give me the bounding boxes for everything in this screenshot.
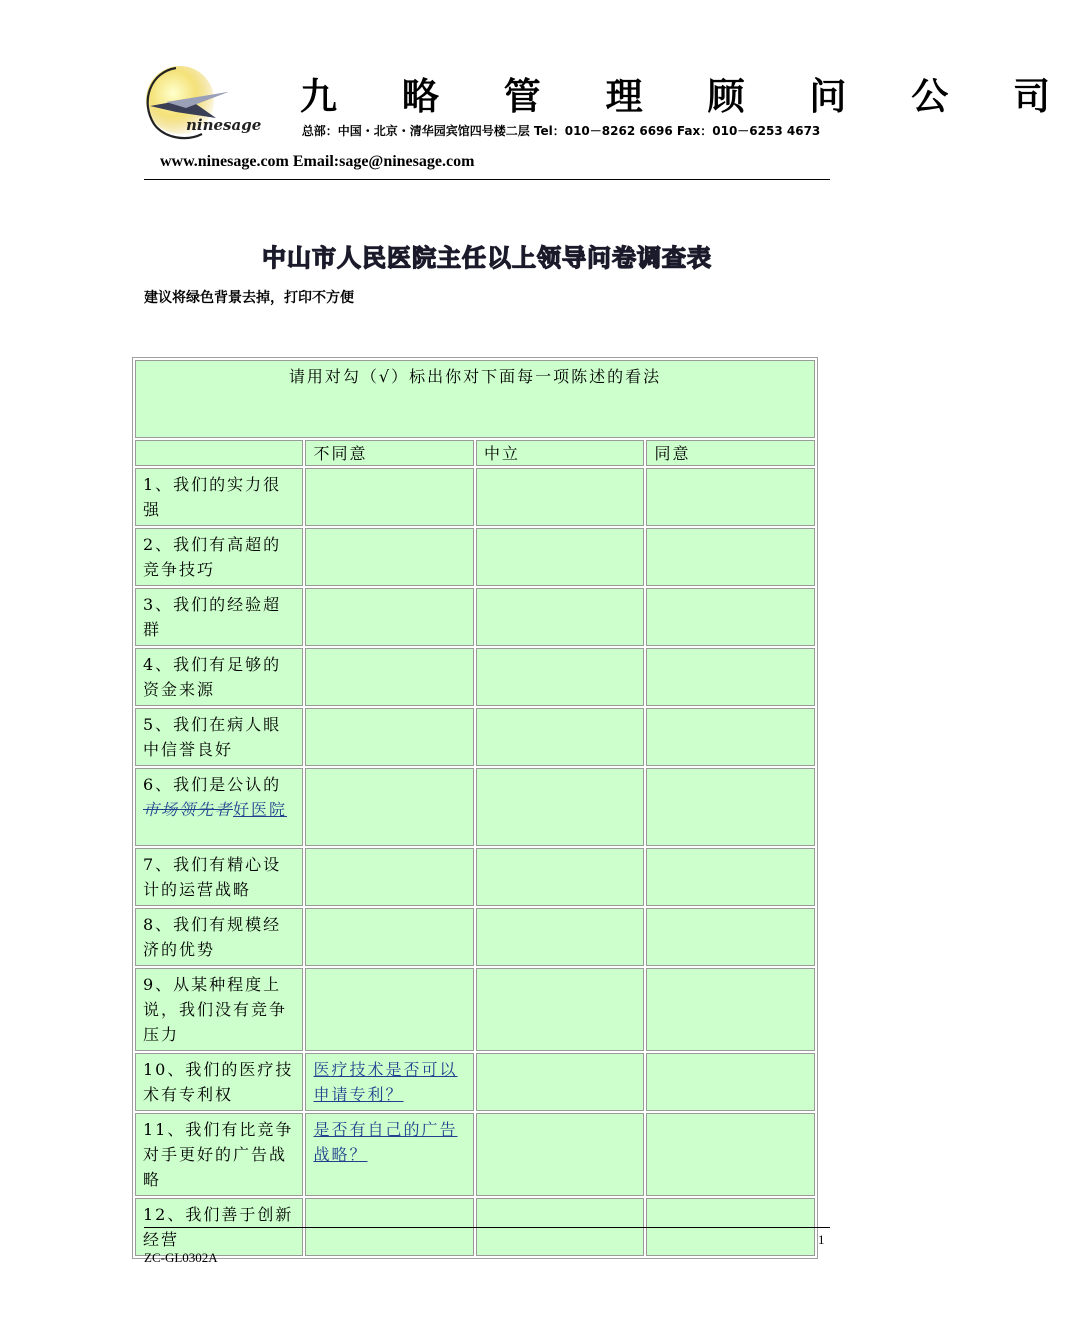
statement-cell: 9、从某种程度上说，我们没有竞争压力 — [135, 968, 303, 1051]
agree-cell[interactable] — [646, 468, 815, 526]
agree-cell[interactable] — [646, 848, 815, 906]
neutral-cell[interactable] — [476, 648, 644, 706]
footer-rule — [144, 1227, 830, 1228]
document-note: 建议将绿色背景去掉，打印不方便 — [144, 290, 354, 306]
table-row — [135, 588, 815, 646]
neutral-cell[interactable] — [476, 1113, 644, 1196]
survey-instruction: 请用对勾（√）标出你对下面每一项陈述的看法 — [135, 360, 815, 438]
agree-cell[interactable] — [646, 1113, 815, 1196]
statement-cell: 4、我们有足够的资金来源 — [135, 648, 303, 706]
disagree-cell[interactable] — [305, 848, 473, 906]
column-header-neutral: 中立 — [476, 440, 644, 466]
disagree-cell[interactable] — [305, 528, 473, 586]
table-row — [135, 768, 815, 846]
deleted-revision-text: 市场领先者 — [143, 800, 234, 819]
neutral-cell[interactable] — [476, 708, 644, 766]
table-row — [135, 848, 815, 906]
company-name: 九 略 管 理 顾 问 公 司 — [300, 74, 1076, 118]
revision-comment: 医疗技术是否可以申请专利？ — [313, 1060, 458, 1104]
neutral-cell[interactable] — [476, 968, 644, 1051]
page-number: 1 — [818, 1232, 825, 1247]
table-row — [135, 908, 815, 966]
disagree-cell[interactable] — [305, 1113, 473, 1196]
neutral-cell[interactable] — [476, 588, 644, 646]
neutral-cell[interactable] — [476, 848, 644, 906]
disagree-cell[interactable] — [305, 968, 473, 1051]
statement-cell: 3、我们的经验超群 — [135, 588, 303, 646]
statement-cell: 11、我们有比竞争对手更好的广告战略 — [135, 1113, 303, 1196]
disagree-cell[interactable] — [305, 708, 473, 766]
agree-cell[interactable] — [646, 1053, 815, 1111]
neutral-cell[interactable] — [476, 468, 644, 526]
agree-cell[interactable] — [646, 708, 815, 766]
document-code: ZC-GL0302A — [144, 1250, 218, 1265]
disagree-cell[interactable] — [305, 768, 473, 846]
inserted-revision-text: 好医院 — [233, 800, 288, 819]
company-address: 总部：中国・北京・清华园宾馆四号楼二层 Tel：010－8262 6696 Fax：010－6253 4673 — [301, 124, 821, 138]
statement-cell: 7、我们有精心设计的运营战略 — [135, 848, 303, 906]
column-header-agree: 同意 — [646, 440, 815, 466]
table-row — [135, 528, 815, 586]
neutral-cell[interactable] — [476, 768, 644, 846]
svg-text:ninesage: ninesage — [186, 116, 262, 134]
disagree-cell[interactable] — [305, 588, 473, 646]
neutral-cell[interactable] — [476, 908, 644, 966]
statement-cell: 10、我们的医疗技术有专利权 — [135, 1053, 303, 1111]
header-rule — [144, 179, 830, 180]
statement-cell: 12、我们善于创新经营 — [135, 1198, 303, 1256]
agree-cell[interactable] — [646, 968, 815, 1051]
neutral-cell[interactable] — [476, 1053, 644, 1111]
statement-prefix: 6、我们是公认的 — [143, 775, 282, 794]
survey-table — [132, 357, 818, 1259]
disagree-cell[interactable] — [305, 1053, 473, 1111]
agree-cell[interactable] — [646, 768, 815, 846]
neutral-cell[interactable] — [476, 528, 644, 586]
document-title: 中山市人民医院主任以上领导问卷调查表 — [262, 244, 712, 272]
table-row — [135, 708, 815, 766]
statement-cell — [135, 768, 303, 846]
agree-cell[interactable] — [646, 528, 815, 586]
table-row — [135, 648, 815, 706]
revision-comment: 是否有自己的广告战略？ — [313, 1120, 458, 1164]
column-header-disagree: 不同意 — [305, 440, 473, 466]
statement-cell: 1、我们的实力很强 — [135, 468, 303, 526]
table-row — [135, 468, 815, 526]
table-row — [135, 1053, 815, 1111]
header-empty-cell — [135, 440, 303, 466]
table-row — [135, 1113, 815, 1196]
agree-cell[interactable] — [646, 648, 815, 706]
disagree-cell[interactable] — [305, 908, 473, 966]
disagree-cell[interactable] — [305, 468, 473, 526]
statement-cell: 5、我们在病人眼中信誉良好 — [135, 708, 303, 766]
agree-cell[interactable] — [646, 588, 815, 646]
statement-cell: 8、我们有规模经济的优势 — [135, 908, 303, 966]
agree-cell[interactable] — [646, 908, 815, 966]
table-row — [135, 968, 815, 1051]
disagree-cell[interactable] — [305, 648, 473, 706]
web-contact: www.ninesage.com Email:sage@ninesage.com — [160, 153, 475, 170]
statement-cell: 2、我们有高超的竞争技巧 — [135, 528, 303, 586]
ninesage-logo — [136, 62, 266, 144]
